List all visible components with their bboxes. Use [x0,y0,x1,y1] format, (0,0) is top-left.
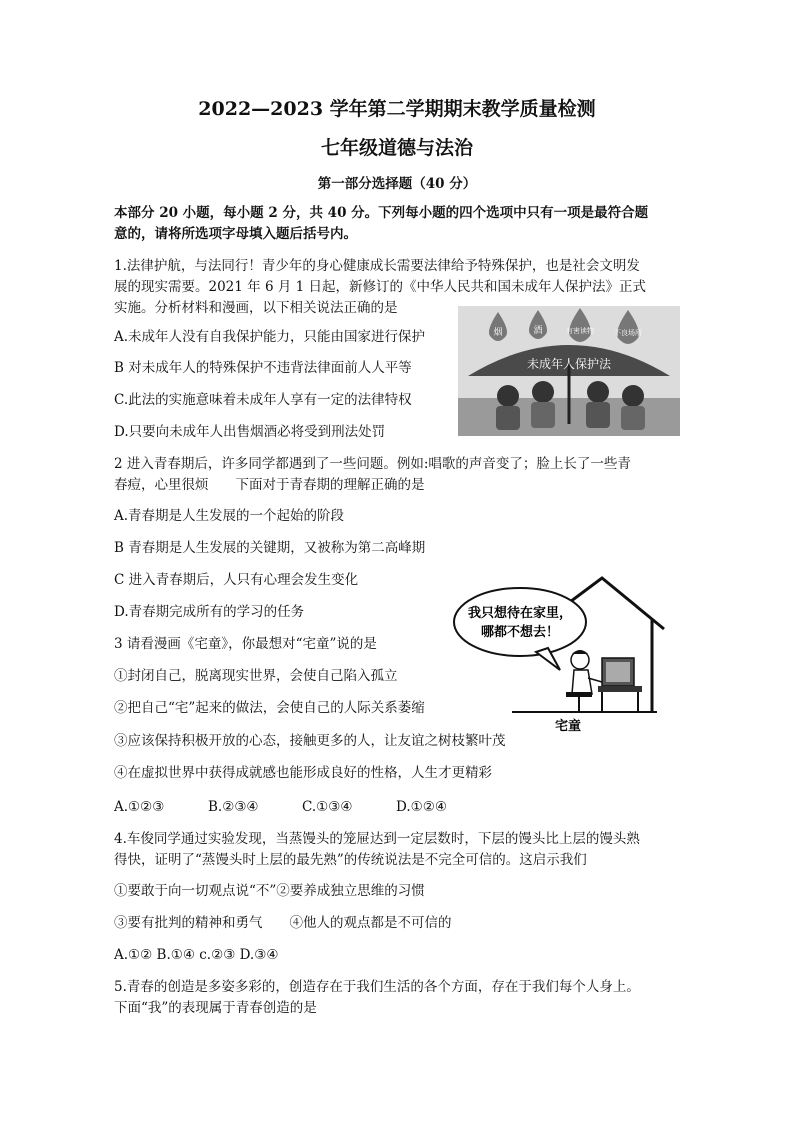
q1-stem-line1: 1.法律护航，与法同行！青少年的身心健康成长需要法律给予特殊保护，也是社会文明发 [114,258,640,274]
q1-option-a: A.未成年人没有自我保护能力，只能由国家进行保护 [114,329,426,345]
q1-option-d: D.只要向未成年人出售烟酒必将受到刑法处罚 [114,424,386,440]
q3-stem: 3 请看漫画《宅童》，你最想对“宅童”说的是 [114,636,377,652]
q1-drop-label-3: 有害读物 [566,327,594,335]
q3-statement-3: ③应该保持积极开放的心态，接触更多的人，让友谊之树枝繁叶茂 [114,733,506,749]
instructions-line2: 意的，请将所选项字母填入题后括号内。 [114,226,357,242]
section-title: 第一部分选择题（40 分） [317,176,477,192]
q1-option-b: B 对未成年人的特殊保护不违背法律面前人人平等 [114,360,412,376]
q1-stem-line2: 展的现实需要。2021 年 6 月 1 日起，新修订的《中华人民共和国未成年人保护法》正式 [114,279,646,295]
subject-title: 七年级道德与法治 [320,137,473,159]
q1-stem-line3: 实施。分析材料和漫画，以下相关说法正确的是 [114,300,398,316]
exam-title: 2022—2023 学年第二学期期末教学质量检测 [198,98,596,120]
instructions-line1: 本部分 20 小题，每小题 2 分，共 40 分。下列每小题的四个选项中只有一项是最符合题 [114,205,649,221]
speech-bubble [454,588,586,656]
q5-stem-line1: 5.青春的创造是多姿多彩的，创造存在于我们生活的各个方面，存在于我们每个人身上。 [114,979,640,995]
q3-bubble-line2: 哪都不想去！ [480,625,560,640]
q3-options [114,797,447,817]
q4-statements-1-2: ①要敢于向一切观点说“不”②要养成独立思维的习惯 [114,883,425,899]
q2-option-d: D.青春期完成所有的学习的任务 [114,604,305,620]
q1-cartoon-umbrella [458,306,680,436]
q2-option-a: A.青春期是人生发展的一个起始的阶段 [114,508,345,524]
q2-option-b: B 青春期是人生发展的关键期，又被称为第二高峰期 [114,540,426,556]
q4-stem-line2: 得快，证明了“蒸馒头时上层的最先熟”的传统说法是不完全可信的。这启示我们 [114,852,587,868]
q1-option-c: C.此法的实施意味着未成年人享有一定的法律特权 [114,392,412,408]
q3-cartoon-caption: 宅童 [554,719,582,734]
q1-drop-label-4: 不良场所 [614,329,642,337]
q3-cartoon-zhaitong [452,574,670,734]
q3-statement-2: ②把自己“宅”起来的做法，会使自己的人际关系萎缩 [114,700,425,716]
q2-option-c: C 进入青春期后，人只有心理会发生变化 [114,572,359,588]
q1-drop-label-2: 酒 [533,326,543,336]
q2-stem-line2: 春痘，心里很烦 下面对于青春期的理解正确的是 [114,477,425,493]
q3-option-c: C.①③④ [302,799,353,815]
q5-stem-line2: 下面“我”的表现属于青春创造的是 [114,1000,317,1016]
q2-stem-line1: 2 进入青春期后，许多同学都遇到了一些问题。例如:唱歌的声音变了；脸上长了一些青 [114,456,631,472]
q3-option-d: D.①②④ [396,799,447,815]
q4-statements-3-4: ③要有批判的精神和勇气 ④他人的观点都是不可信的 [114,915,452,931]
q3-option-a: A.①②③ [114,799,165,815]
child-at-computer-icon [566,650,642,712]
q1-drop-label-1: 烟 [493,328,503,338]
q3-statement-4: ④在虚拟世界中获得成就感也能形成良好的性格，人生才更精彩 [114,765,492,781]
q3-statement-1: ①封闭自己，脱离现实世界，会使自己陷入孤立 [114,668,398,684]
q3-bubble-line1: 我只想待在家里， [467,606,573,621]
q4-options: A.①② B.①④ c.②③ D.③④ [114,947,279,963]
q4-stem-line1: 4.车俊同学通过实验发现，当蒸馒头的笼屉达到一定层数时，下层的馒头比上层的馒头熟 [114,831,640,847]
q3-option-b: B.②③④ [208,799,259,815]
q1-umbrella-label: 未成年人保护法 [526,357,612,371]
